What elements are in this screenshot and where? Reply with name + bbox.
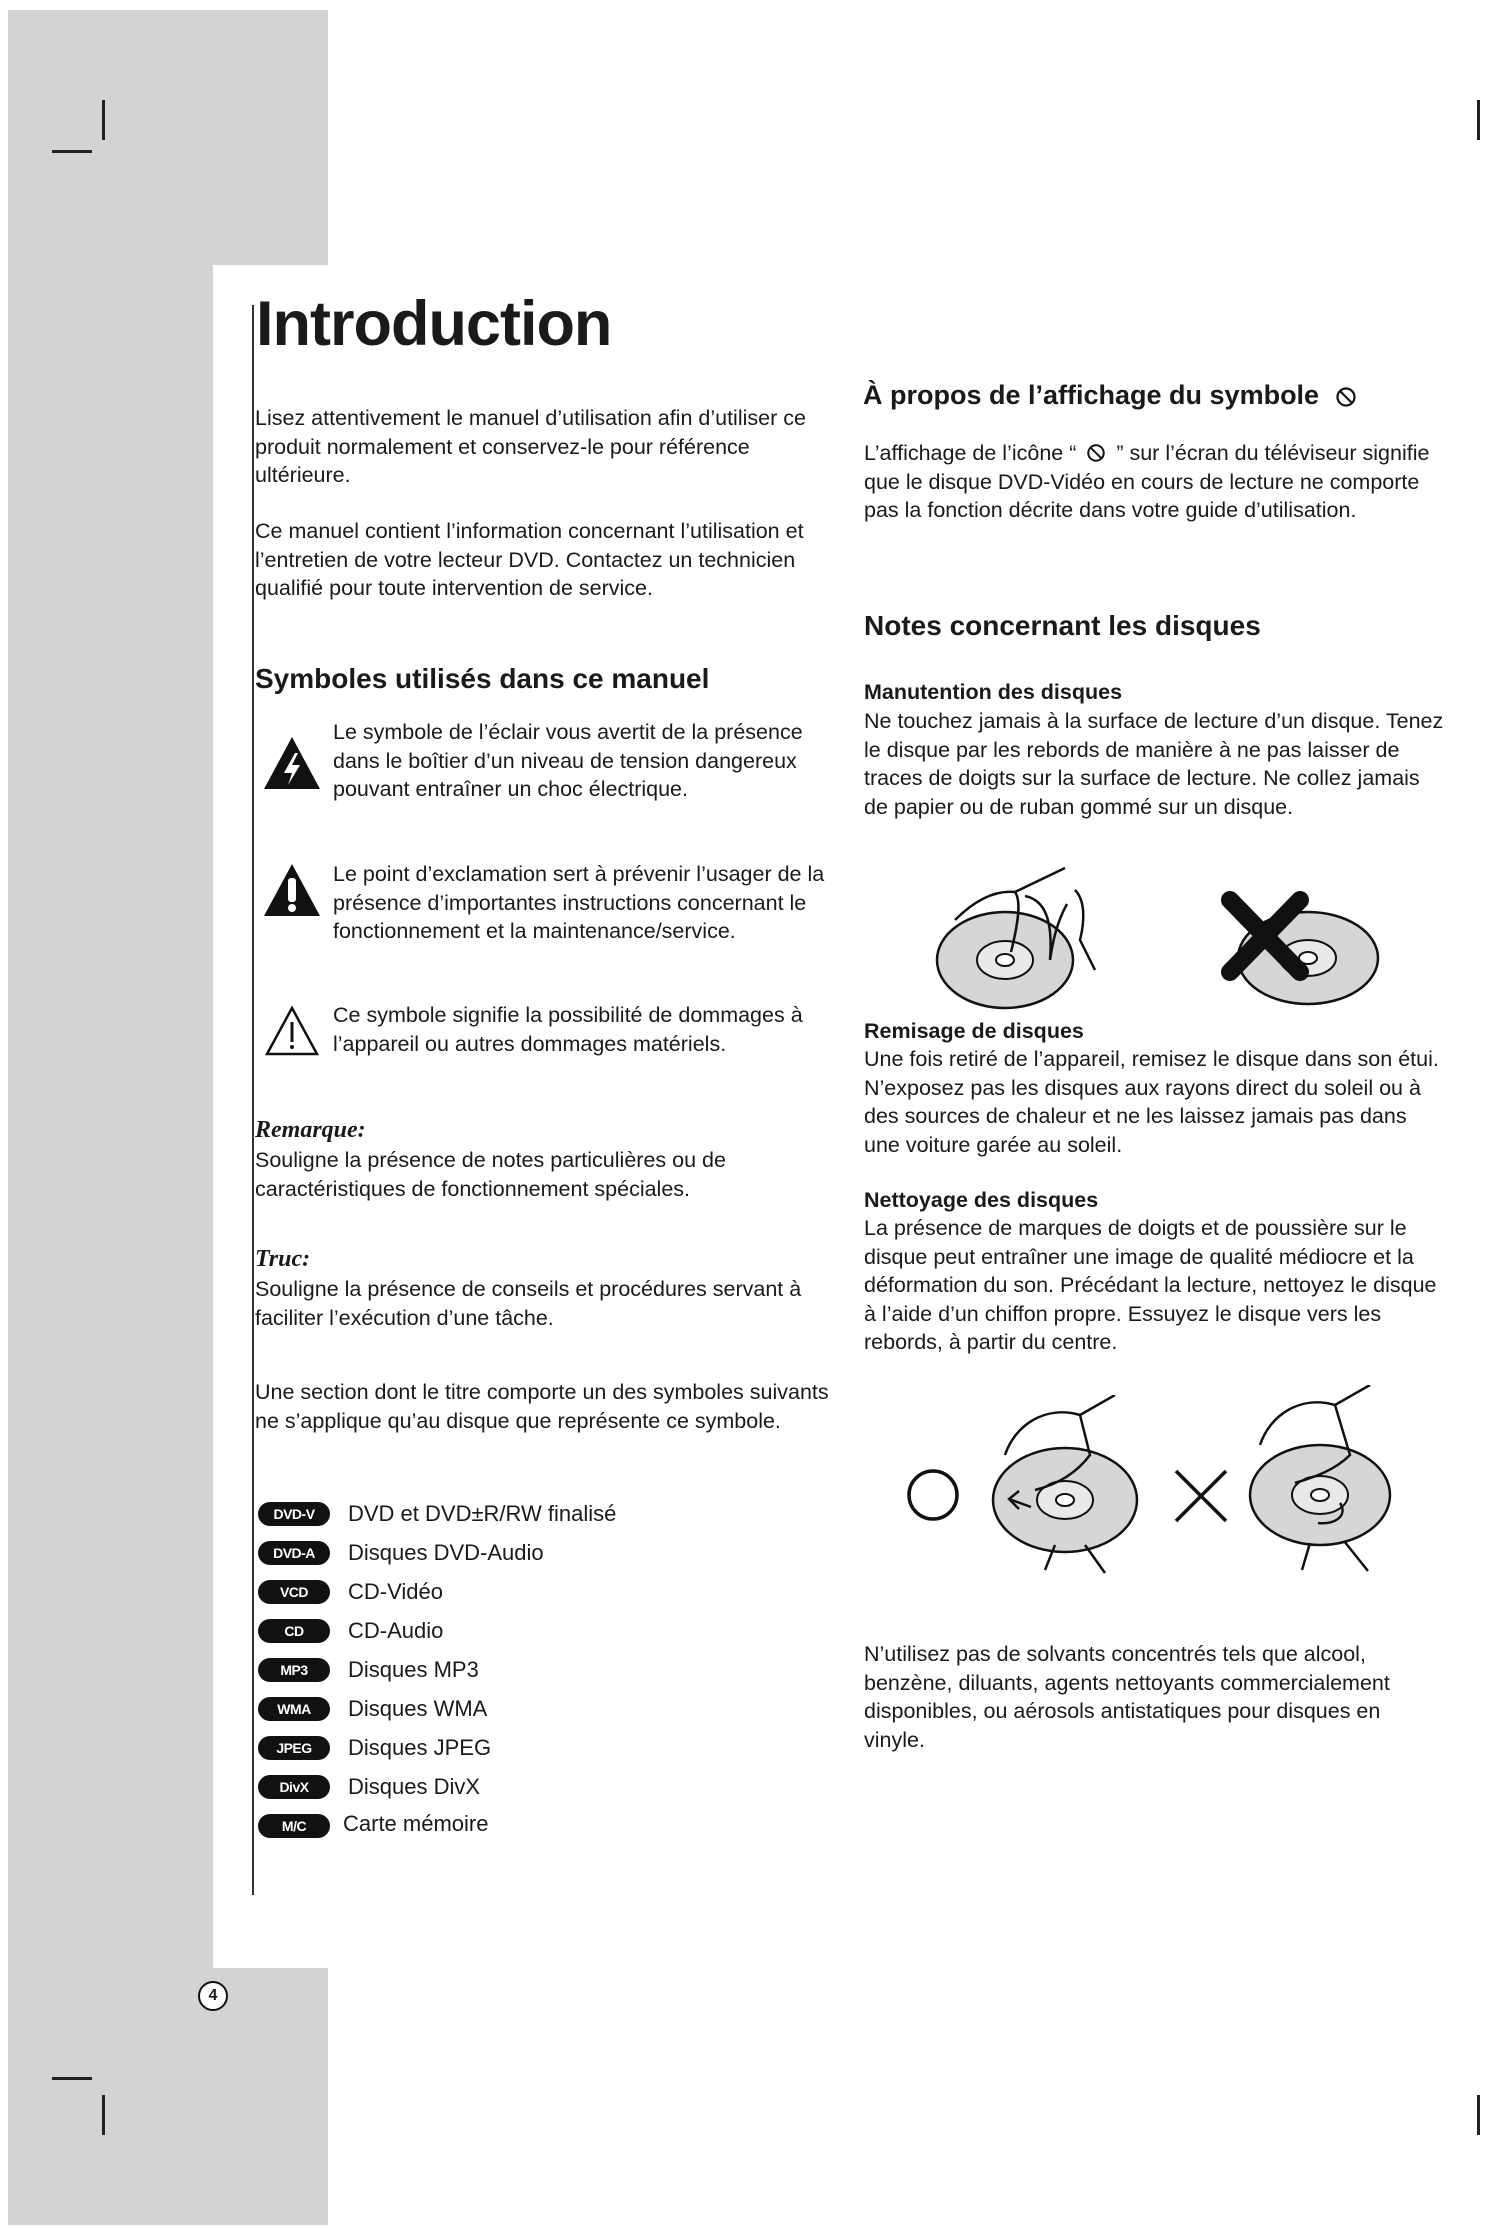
symbol-caution-text: Ce symbole signifie la possibilité de dommages à l’appareil ou autres dommages matériels. <box>333 1003 803 1056</box>
incorrect-mark-icon <box>1170 1465 1232 1527</box>
handling-text: Ne touchez jamais à la surface de lecture d’un disque. Tenez le disque par les rebords de manière à ne pas laisser de traces de doigts sur la surface de lecture. Ne collez jamais de papier ou de ruban gommé sur un disque. <box>864 709 1444 819</box>
remarque-title: Remarque: <box>255 1117 366 1143</box>
correct-mark-icon <box>903 1465 963 1525</box>
prohibited-icon <box>1335 386 1357 408</box>
gray-margin-left <box>8 265 213 2225</box>
caution-outline-icon <box>264 1005 320 1057</box>
truc-title: Truc: <box>255 1246 311 1272</box>
left-column-rule <box>252 305 254 1895</box>
handling-title: Manutention des disques <box>864 680 1123 704</box>
crop-mark <box>102 2095 105 2135</box>
crop-mark <box>52 2077 92 2080</box>
intro-paragraph-1: Lisez attentivement le manuel d’utilisation afin d’utiliser ce produit normalement et conservez-le pour référence ultérieure. <box>255 406 806 487</box>
page-title: Introduction <box>256 289 612 359</box>
symbol-exclamation-text: Le point d’exclamation sert à prévenir l’usager de la présence d’importantes instructions concernant le fonctionnement et la maintenance/service. <box>333 862 825 943</box>
symbol-display-paragraph: L’affichage de l’icône “ ” sur l’écran du téléviseur signifie que le disque DVD-Vidéo en cours de lecture ne comporte pas la fonction décrite dans votre guide d’utilisation. <box>864 441 1430 522</box>
disc-touch-illustration-icon <box>935 860 1120 1010</box>
disc-label: DVD et DVD±R/RW finalisé <box>348 1501 617 1526</box>
disc-cleaning-correct-illustration-icon <box>985 1395 1145 1575</box>
symbol-display-heading-text: À propos de l’affichage du symbole <box>863 380 1320 410</box>
symbol-display-heading <box>863 380 1357 411</box>
solvents-text: N’utilisez pas de solvants concentrés tels que alcool, benzène, diluants, agents nettoyants commercialement disponibles, ou aérosols antistatiques pour disques en vinyle. <box>864 1642 1390 1752</box>
crop-mark <box>1477 100 1480 140</box>
disc-badge-dvd-v: DVD-V <box>258 1502 330 1526</box>
disc-badge-cd: CD <box>258 1619 330 1643</box>
exclamation-warning-icon <box>262 862 322 918</box>
disc-label: CD-Audio <box>348 1618 444 1643</box>
prohibited-icon <box>1086 443 1106 463</box>
storage-title: Remisage de disques <box>864 1019 1084 1043</box>
disc-label: Carte mémoire <box>343 1811 489 1836</box>
lightning-warning-icon <box>262 735 322 791</box>
cleaning-title: Nettoyage des disques <box>864 1188 1099 1212</box>
disc-badge-wma: WMA <box>258 1697 330 1721</box>
disc-badge-vcd: VCD <box>258 1580 330 1604</box>
disc-label: Disques WMA <box>348 1696 488 1721</box>
disc-badge-dvd-a: DVD-A <box>258 1541 330 1565</box>
disc-label: Disques MP3 <box>348 1657 479 1682</box>
disc-label: Disques JPEG <box>348 1735 492 1760</box>
disc-cleaning-incorrect-illustration-icon <box>1240 1385 1395 1575</box>
section-paragraph: Une section dont le titre comporte un des symboles suivants ne s’applique qu’au disque que représente ce symbole. <box>255 1380 829 1433</box>
remarque-text: Souligne la présence de notes particulières ou de caractéristiques de fonctionnement spéciales. <box>255 1148 726 1201</box>
page-number: 4 <box>198 1981 228 2011</box>
gray-margin-bottom <box>213 1968 328 2225</box>
storage-text: Une fois retiré de l’appareil, remisez le disque dans son étui. N’exposez pas les disques aux rayons direct du soleil ou à des sources de chaleur et ne les laissez jamais pas dans une voiture garée au soleil. <box>864 1047 1439 1157</box>
notes-heading: Notes concernant les disques <box>864 610 1261 641</box>
disc-badge-divx: DivX <box>258 1775 330 1799</box>
disc-badge-mp3: MP3 <box>258 1658 330 1682</box>
intro-paragraph-2: Ce manuel contient l’information concernant l’utilisation et l’entretien de votre lecteur DVD. Contactez un technicien qualifié pour toute intervention de service. <box>255 519 804 600</box>
disc-badge-jpeg: JPEG <box>258 1736 330 1760</box>
symbols-heading: Symboles utilisés dans ce manuel <box>255 663 710 694</box>
disc-label: Disques DVD-Audio <box>348 1540 544 1565</box>
symbol-lightning-text: Le symbole de l’éclair vous avertit de la présence dans le boîtier d’un niveau de tension dangereux pouvant entraîner un choc électrique. <box>333 720 803 801</box>
disc-badge-mc: M/C <box>258 1814 330 1838</box>
crop-mark <box>52 150 92 153</box>
gray-margin-top <box>8 10 328 265</box>
disc-label: Disques DivX <box>348 1774 481 1799</box>
cleaning-text: La présence de marques de doigts et de poussière sur le disque peut entraîner une image de qualité médiocre et la déformation du son. Précédant la lecture, nettoyez le disque à l’aide d’un chiffon propre. Essuyez le disque vers les rebords, à partir du centre. <box>864 1216 1437 1354</box>
crop-mark <box>1477 2095 1480 2135</box>
disc-no-touch-illustration-icon <box>1218 890 1383 1010</box>
truc-text: Souligne la présence de conseils et procédures servant à faciliter l’exécution d’une tâche. <box>255 1277 802 1330</box>
crop-mark <box>102 100 105 140</box>
disc-label: CD-Vidéo <box>348 1579 443 1604</box>
